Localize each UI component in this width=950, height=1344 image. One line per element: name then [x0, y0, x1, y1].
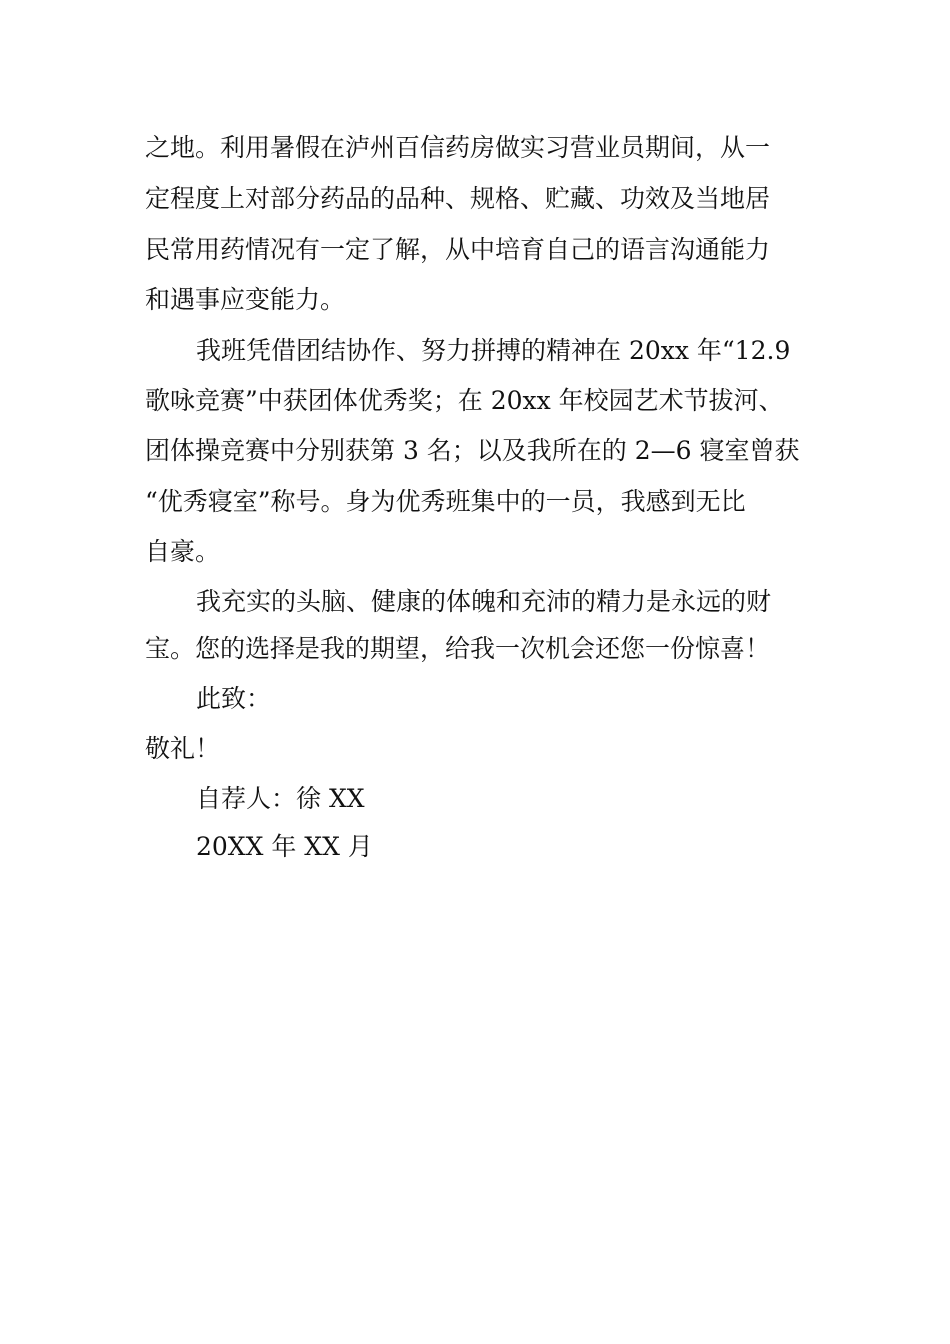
paragraph-2-line-5: 自豪。	[145, 537, 221, 566]
date-text: 20XX 年 XX 月	[196, 832, 373, 861]
paragraph-1-line-3: 民常用药情况有一定了解，从中培育自己的语言沟通能力	[145, 235, 771, 264]
salute-text: 敬礼！	[145, 734, 221, 763]
paragraph-3-line-2: 宝。您的选择是我的期望，给我一次机会还您一份惊喜！	[145, 634, 771, 663]
paragraph-1-line-1: 之地。利用暑假在泸州百信药房做实习营业员期间，从一	[145, 133, 771, 162]
paragraph-2-line-4: “优秀寝室”称号。身为优秀班集中的一员，我感到无比	[145, 487, 746, 516]
paragraph-3-line-1: 我充实的头脑、健康的体魄和充沛的精力是永远的财	[196, 587, 772, 616]
paragraph-2-line-2: 歌咏竞赛”中获团体优秀奖；在 20xx 年校园艺术节拔河、	[145, 386, 784, 415]
paragraph-2-line-1: 我班凭借团结协作、努力拼搏的精神在 20xx 年“12.9	[196, 336, 791, 365]
closing-text: 此致：	[196, 684, 272, 713]
paragraph-1-line-4: 和遇事应变能力。	[145, 285, 346, 314]
paragraph-2-line-3: 团体操竞赛中分别获第 3 名；以及我所在的 2—6 寝室曾获	[145, 436, 800, 465]
signature-text: 自荐人：徐 XX	[196, 784, 365, 813]
paragraph-1-line-2: 定程度上对部分药品的品种、规格、贮藏、功效及当地居	[145, 184, 771, 213]
